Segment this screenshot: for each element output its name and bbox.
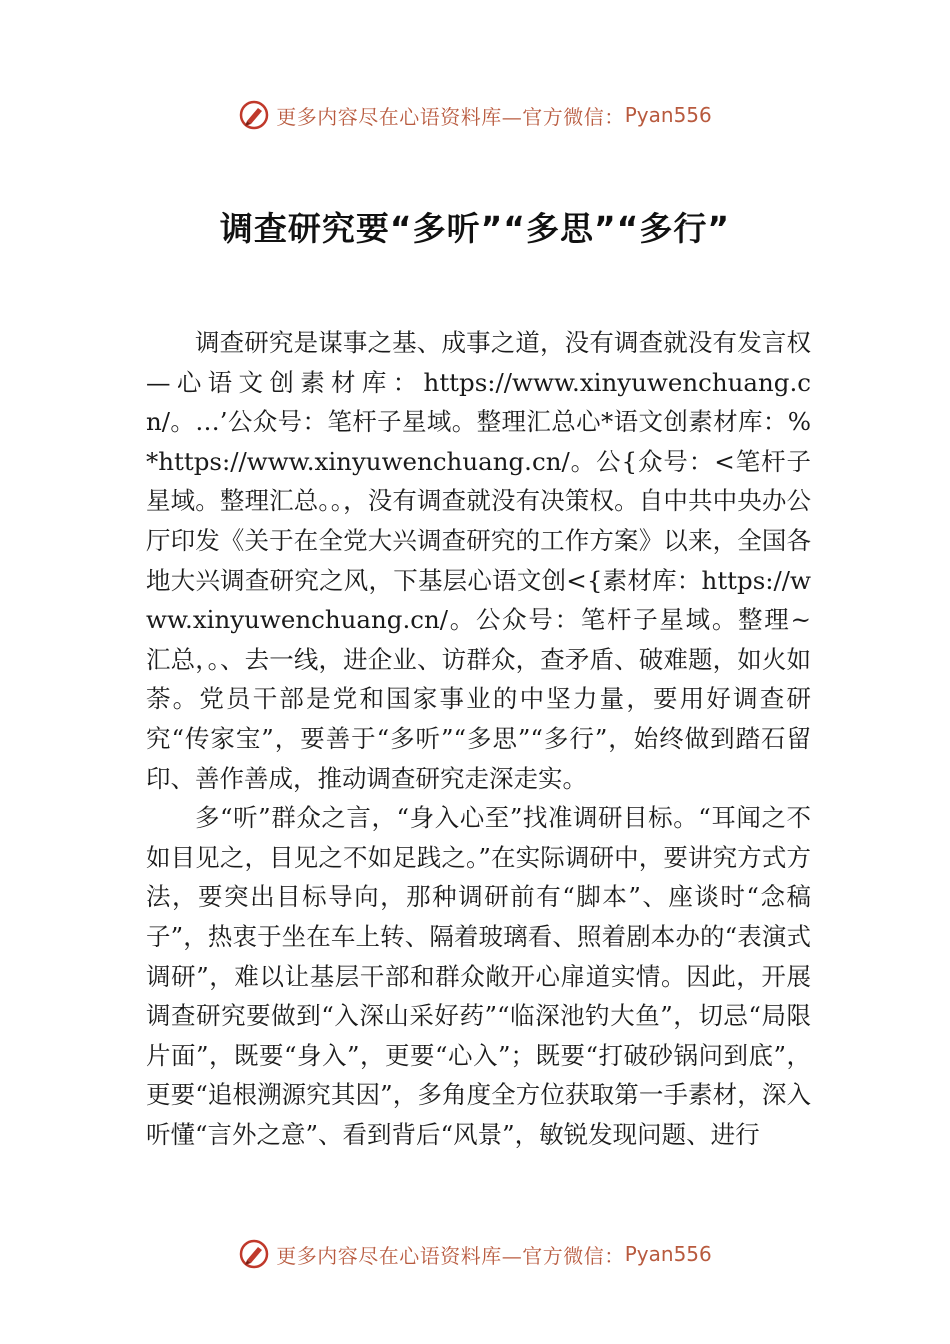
banner-text: 更多内容尽在心语资料库—官方微信： — [276, 1243, 625, 1268]
pen-logo-icon — [238, 1238, 270, 1270]
pen-logo-icon — [238, 99, 270, 131]
wechat-id: Pyan556 — [624, 1242, 712, 1266]
banner-text: 更多内容尽在心语资料库—官方微信： — [276, 104, 625, 129]
wechat-id: Pyan556 — [624, 103, 712, 127]
document-body — [146, 323, 811, 1154]
paragraph: 多“听”群众之言，“身入心至”找准调研目标。“耳闻之不如目见之，目见之不如足践之。”在实际调研中，要讲究方式方法，要突出目标导向，那种调研前有“脚本”、座谈时“念稿子”，热衷于坐在车上转、隔着玻璃看、照着剧本办的“表演式调研”，难以让基层干部和群众敞开心扉道实情。因此，开展调查研究要做到“入深山采好药”“临深池钓大鱼”，切忌“局限片面”，既要“身入”，更要“心入”；既要“打破砂锅问到底”，更要“追根溯源究其因”，多角度全方位获取第一手素材，深入听懂“言外之意”、看到背后“风景”，敏锐发现问题、进行 — [146, 803, 811, 1149]
footer-banner — [0, 1234, 950, 1274]
header-banner — [0, 95, 950, 135]
paragraph: 调查研究是谋事之基、成事之道，没有调查就没有发言权—心语文创素材库：https://www.xinyuwenchuang.cn/。…’公众号：笔杆子星域。整理汇总心*语文创素材库：%*https://www.xinyuwenchuang.cn/。公{众号：<笔杆子星域。整理汇总。。，没有调查就没有决策权。自中共中央办公厅印发《关于在全党大兴调查研究的工作方案》以来，全国各地大兴调查研究之风，下基层心语文创<{素材库：https://www.xinyuwenchuang.cn/。公众号：笔杆子星域。整理~汇总，。、去一线，进企业、访群众，查矛盾、破难题，如火如荼。党员干部是党和国家事业的中坚力量，要用好调查研究“传家宝”，要善于“多听”“多思”“多行”，始终做到踏石留印、善作善成，推动调查研究走深走实。 — [146, 328, 811, 793]
document-title: 调查研究要“多听”“多思”“多行” — [219, 209, 731, 248]
